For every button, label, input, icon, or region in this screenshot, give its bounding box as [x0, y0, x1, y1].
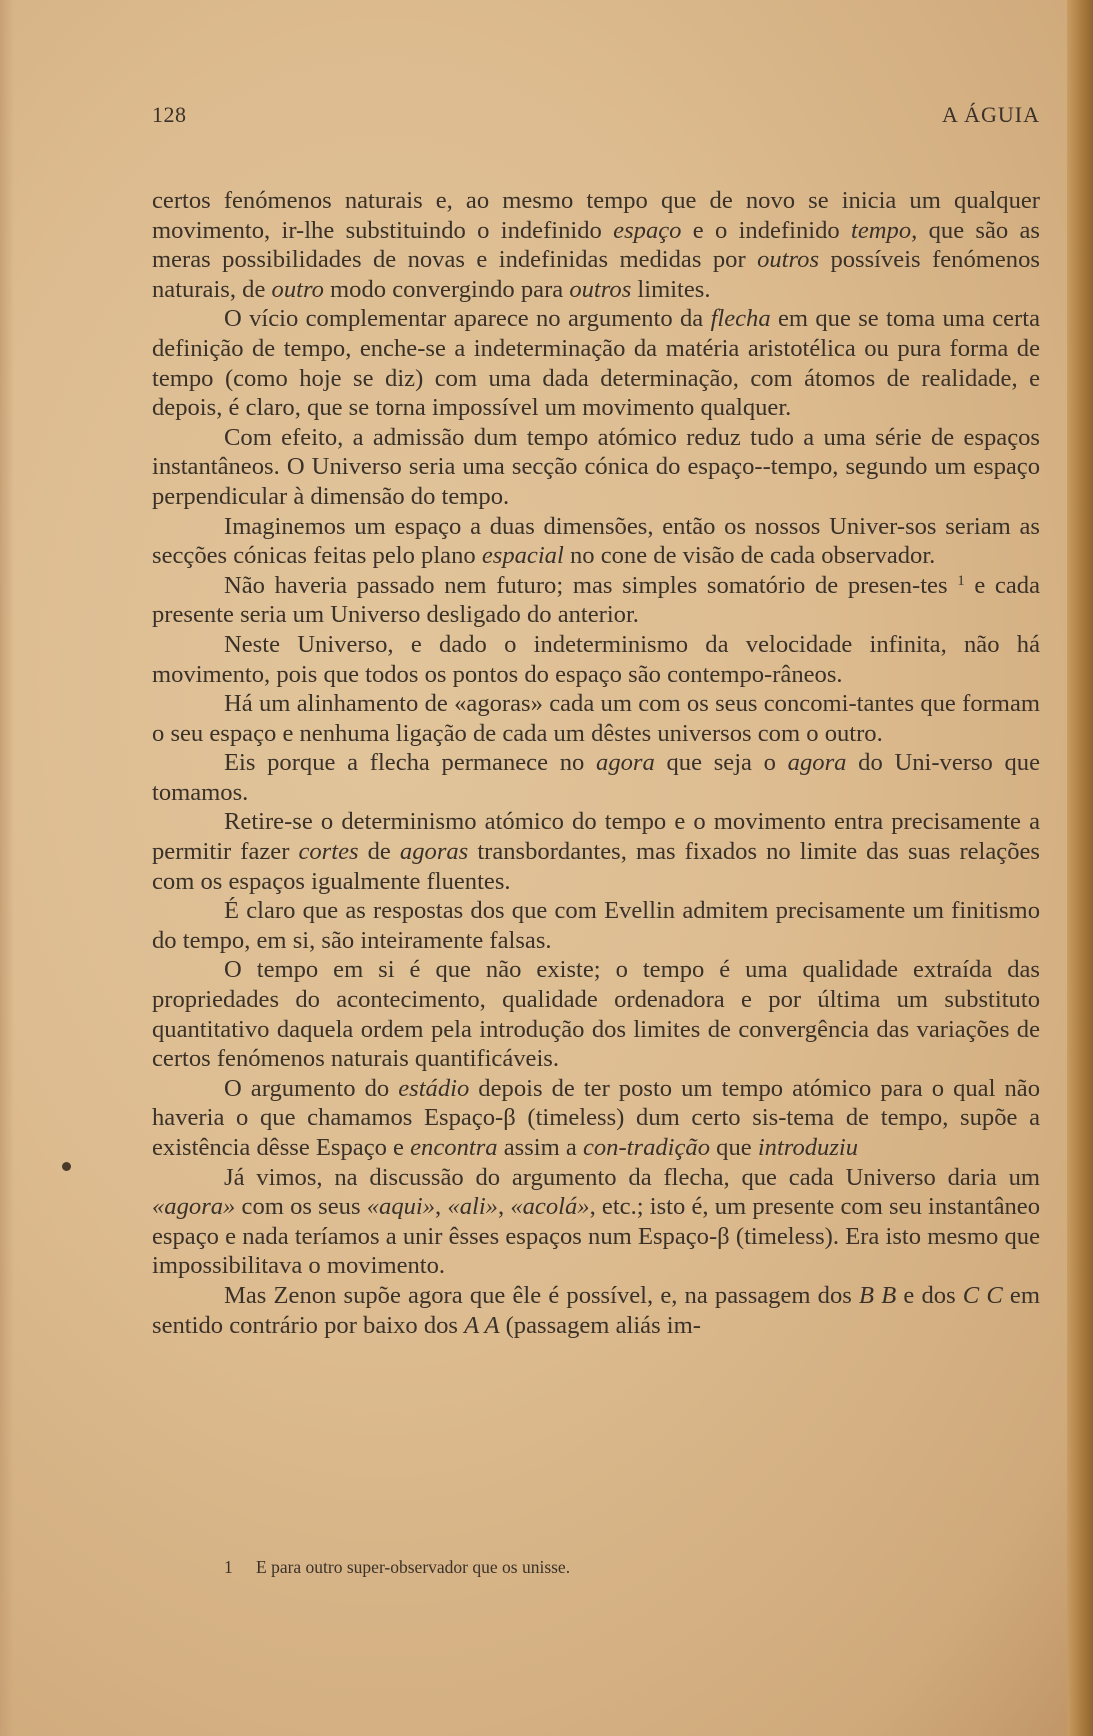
paragraph [152, 689, 1040, 748]
text-run: Eis porque a flecha permanece no [224, 749, 597, 777]
text-run: que [710, 1134, 758, 1161]
italic-text: C C [962, 1281, 1003, 1309]
italic-text: «acolá» [510, 1193, 590, 1221]
italic-text: agora [596, 749, 655, 777]
text-run: Mas Zenon supõe agora que êle é possível, e, na passagem dos [224, 1281, 860, 1309]
text-run: Retire-se o determinismo atómico do tempo e o movimento entra precisamente a permitir fazer [152, 808, 1040, 866]
italic-text: B B [859, 1281, 897, 1309]
paragraph [152, 807, 1040, 896]
paragraph [152, 955, 1040, 1073]
text-run: (passagem aliás im- [499, 1311, 701, 1339]
text-run: , [435, 1193, 448, 1221]
page-right-edge [1067, 0, 1093, 1736]
paragraph [152, 1163, 1040, 1281]
text-run: É claro que as respostas dos que com Evellin admitem precisamente um finitismo do tempo, em si, são inteiramente falsas. [152, 897, 1040, 954]
paragraph [152, 1074, 1040, 1163]
text-run: do Uni-verso que tomamos. [152, 749, 1041, 806]
text-run: no cone de visão de cada observador. [563, 542, 936, 570]
italic-text: estádio [398, 1074, 470, 1102]
italic-text: «agora» [152, 1193, 236, 1221]
italic-text: A A [464, 1311, 500, 1339]
italic-text: outros [757, 246, 820, 274]
italic-text: introduziu [757, 1134, 859, 1161]
text-run: Já vimos, na discussão do argumento da flecha, que cada Universo daria um [224, 1163, 1040, 1191]
text-run: Não haveria passado nem futuro; mas simples somatório de presen-tes [224, 571, 958, 599]
text-run: com os seus [235, 1193, 367, 1221]
text-run: transbordantes, mas fixados no limite das suas relações com os espaços igualmente fluentes. [152, 838, 1040, 895]
italic-text: tempo, [851, 216, 918, 244]
text-run: e dos [896, 1281, 963, 1309]
text-run: e cada presente seria um Universo desligado do anterior. [152, 571, 1040, 629]
text-run: Há um alinhamento de «agoras» cada um com os seus concomi-tantes que formam o seu espaço e nenhuma ligação de cada um dêstes universos com o outro. [152, 690, 1040, 747]
footnote [224, 1556, 984, 1578]
footnote-reference: 1 [957, 572, 965, 589]
text-run: O tempo em si é que não existe; o tempo é uma qualidade extraída das propriedades do acontecimento, qualidade ordenadora e por última um substituto quantitativo daquela ordem pela introdução dos limites de convergência das variações de certos fenómenos naturais quantificáveis. [152, 956, 1040, 1073]
italic-text: con-tradição [582, 1134, 711, 1161]
text-run: limites. [631, 275, 711, 303]
italic-text: espacial [481, 542, 564, 570]
text-run: modo convergindo para [323, 275, 570, 303]
paragraph [152, 896, 1040, 955]
body-text [152, 186, 1040, 1340]
italic-text: outro [271, 275, 324, 303]
italic-text: cortes [298, 838, 359, 866]
footnote-number: 1 [224, 1557, 233, 1577]
page-left-shadow [0, 0, 14, 1736]
text-run: que são as meras possibilidades de novas e indefinidas medidas por [152, 216, 1040, 274]
page-number: 128 [152, 102, 187, 127]
text-run: e o indefinido [681, 216, 852, 244]
text-run: em que se toma uma certa definição de tempo, enche-se a indeterminação da matéria aristotélica ou pura forma de tempo (como hoje se diz) com uma dada determinação, com átomos de realidade, e depois, é claro, que se torna impossível um movimento qualquer. [152, 305, 1040, 422]
paragraph [152, 748, 1040, 807]
italic-text: «ali» [447, 1193, 498, 1221]
text-run: Neste Universo, e dado o indeterminismo da velocidade infinita, não há movimento, pois que todos os pontos do espaço são contempo-râneos. [152, 630, 1040, 688]
text-run: O vício complementar aparece no argumento da [224, 305, 711, 333]
italic-text: «aqui» [366, 1193, 436, 1221]
running-title: A ÁGUIA [941, 102, 1040, 127]
paragraph [152, 186, 1040, 304]
ink-spot [62, 1162, 71, 1171]
paragraph [152, 630, 1040, 689]
paragraph [152, 1281, 1040, 1340]
text-run: , [497, 1193, 511, 1221]
footnote-text: E para outro super-observador que os unisse. [256, 1557, 571, 1577]
text-run: em sentido contrário por baixo dos [152, 1281, 1040, 1339]
italic-text: flecha [710, 305, 771, 333]
page-header [152, 102, 1040, 132]
paragraph [152, 512, 1040, 571]
text-run: de [358, 838, 400, 866]
text-run: que seja o [654, 749, 788, 777]
text-run: Imaginemos um espaço a duas dimensões, então os nossos Univer-sos seriam as secções cónicas feitas pelo plano [152, 512, 1040, 570]
text-run: depois de ter posto um tempo atómico para o qual não haveria o que chamamos Espaço-β (timeless) dum certo sis-tema de tempo, supõe a existência dêsse Espaço e [152, 1074, 1040, 1161]
paragraph [152, 304, 1040, 422]
italic-text: outros [569, 275, 632, 303]
text-run: assim a [497, 1134, 583, 1161]
text-run: possíveis fenómenos naturais, de [152, 246, 1040, 303]
text-run: certos fenómenos naturais e, ao mesmo tempo que de novo se inicia um qualquer movimento, ir-lhe substituindo o indefinido [152, 187, 1040, 244]
paragraph [152, 571, 1040, 630]
text-run: Com efeito, a admissão dum tempo atómico reduz tudo a uma série de espaços instantâneos. O Universo seria uma secção cónica do espaço--tempo, segundo um espaço perpendicular à dimensão do tempo. [152, 423, 1040, 510]
paragraph [152, 423, 1040, 512]
italic-text: agora [787, 749, 847, 777]
italic-text: encontra [410, 1134, 498, 1161]
text-run: , etc.; isto é, um presente com seu instantâneo espaço e nada teríamos a unir êsses espaços num Espaço-β (timeless). Era isto mesmo que impossibilitava o movimento. [152, 1193, 1041, 1280]
italic-text: agoras [399, 838, 469, 866]
text-run: O argumento do [224, 1074, 399, 1102]
italic-text: espaço [613, 216, 682, 244]
